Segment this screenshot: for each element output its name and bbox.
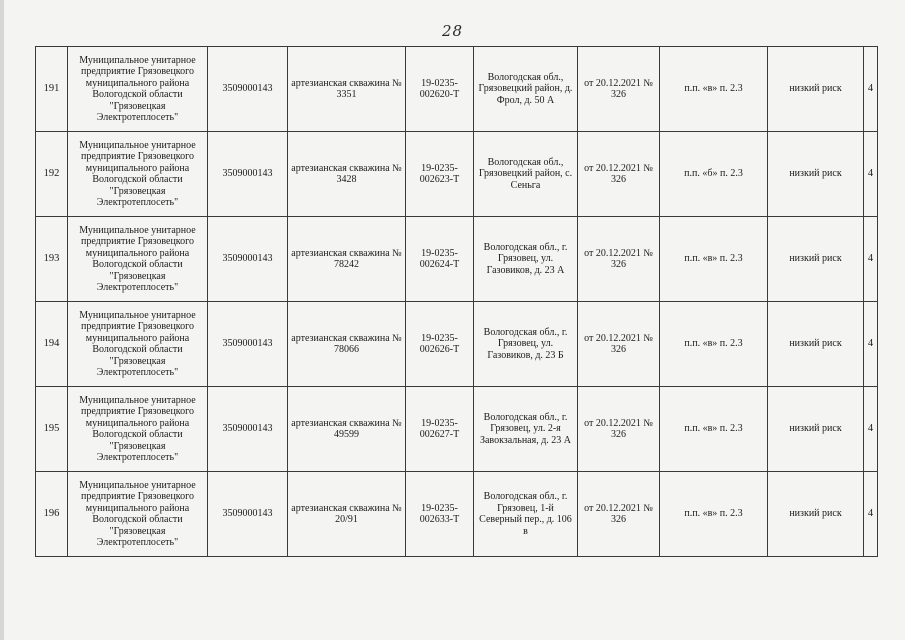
clause-cell: п.п. «в» п. 2.3 xyxy=(660,47,768,132)
reg-number-cell: 19-0235-002627-Т xyxy=(406,387,474,472)
category-cell: 4 xyxy=(864,472,878,557)
risk-cell: низкий риск xyxy=(768,387,864,472)
clause-cell: п.п. «б» п. 2.3 xyxy=(660,132,768,217)
table-row xyxy=(36,47,878,132)
object-cell: артезианская скважина № 78242 xyxy=(288,217,406,302)
organization-cell: Муниципальное унитарное предприятие Грязовецкого муниципального района Вологодской области "Грязовецкая Электротеплосеть" xyxy=(68,387,208,472)
object-cell: артезианская скважина № 3428 xyxy=(288,132,406,217)
reg-number-cell: 19-0235-002620-Т xyxy=(406,47,474,132)
address-cell: Вологодская обл., Грязовецкий район, с. Сеньга xyxy=(474,132,578,217)
category-cell: 4 xyxy=(864,387,878,472)
inn-cell: 3509000143 xyxy=(208,472,288,557)
object-cell: артезианская скважина № 49599 xyxy=(288,387,406,472)
risk-cell: низкий риск xyxy=(768,472,864,557)
row-number-cell: 194 xyxy=(36,302,68,387)
row-number-cell: 191 xyxy=(36,47,68,132)
row-number-cell: 193 xyxy=(36,217,68,302)
clause-cell: п.п. «в» п. 2.3 xyxy=(660,472,768,557)
inn-cell: 3509000143 xyxy=(208,217,288,302)
page-number: 28 xyxy=(441,22,464,40)
risk-cell: низкий риск xyxy=(768,132,864,217)
risk-cell: низкий риск xyxy=(768,47,864,132)
table-row xyxy=(36,387,878,472)
category-cell: 4 xyxy=(864,47,878,132)
organization-cell: Муниципальное унитарное предприятие Грязовецкого муниципального района Вологодской области "Грязовецкая Электротеплосеть" xyxy=(68,302,208,387)
category-cell: 4 xyxy=(864,302,878,387)
clause-cell: п.п. «в» п. 2.3 xyxy=(660,302,768,387)
address-cell: Вологодская обл., г. Грязовец, 1-й Северный пер., д. 106 в xyxy=(474,472,578,557)
table-row xyxy=(36,217,878,302)
address-cell: Вологодская обл., г. Грязовец, ул. Газовиков, д. 23 Б xyxy=(474,302,578,387)
row-number-cell: 196 xyxy=(36,472,68,557)
object-cell: артезианская скважина № 3351 xyxy=(288,47,406,132)
category-cell: 4 xyxy=(864,132,878,217)
reg-number-cell: 19-0235-002626-Т xyxy=(406,302,474,387)
category-cell: 4 xyxy=(864,217,878,302)
organization-cell: Муниципальное унитарное предприятие Грязовецкого муниципального района Вологодской области "Грязовецкая Электротеплосеть" xyxy=(68,217,208,302)
clause-cell: п.п. «в» п. 2.3 xyxy=(660,217,768,302)
row-number-cell: 192 xyxy=(36,132,68,217)
decision-cell: от 20.12.2021 № 326 xyxy=(578,132,660,217)
scan-edge xyxy=(0,0,4,640)
decision-cell: от 20.12.2021 № 326 xyxy=(578,217,660,302)
registry-table xyxy=(35,46,878,557)
inn-cell: 3509000143 xyxy=(208,302,288,387)
table-row xyxy=(36,132,878,217)
inn-cell: 3509000143 xyxy=(208,132,288,217)
reg-number-cell: 19-0235-002623-Т xyxy=(406,132,474,217)
decision-cell: от 20.12.2021 № 326 xyxy=(578,302,660,387)
object-cell: артезианская скважина № 78066 xyxy=(288,302,406,387)
address-cell: Вологодская обл., г. Грязовец, ул. 2-я Завокзальная, д. 23 А xyxy=(474,387,578,472)
decision-cell: от 20.12.2021 № 326 xyxy=(578,47,660,132)
clause-cell: п.п. «в» п. 2.3 xyxy=(660,387,768,472)
address-cell: Вологодская обл., г. Грязовец, ул. Газовиков, д. 23 А xyxy=(474,217,578,302)
decision-cell: от 20.12.2021 № 326 xyxy=(578,472,660,557)
risk-cell: низкий риск xyxy=(768,302,864,387)
address-cell: Вологодская обл., Грязовецкий район, д. Фрол, д. 50 А xyxy=(474,47,578,132)
organization-cell: Муниципальное унитарное предприятие Грязовецкого муниципального района Вологодской области "Грязовецкая Электротеплосеть" xyxy=(68,472,208,557)
inn-cell: 3509000143 xyxy=(208,47,288,132)
inn-cell: 3509000143 xyxy=(208,387,288,472)
object-cell: артезианская скважина № 20/91 xyxy=(288,472,406,557)
row-number-cell: 195 xyxy=(36,387,68,472)
table-row xyxy=(36,472,878,557)
reg-number-cell: 19-0235-002624-Т xyxy=(406,217,474,302)
reg-number-cell: 19-0235-002633-Т xyxy=(406,472,474,557)
decision-cell: от 20.12.2021 № 326 xyxy=(578,387,660,472)
organization-cell: Муниципальное унитарное предприятие Грязовецкого муниципального района Вологодской области "Грязовецкая Электротеплосеть" xyxy=(68,47,208,132)
risk-cell: низкий риск xyxy=(768,217,864,302)
organization-cell: Муниципальное унитарное предприятие Грязовецкого муниципального района Вологодской области "Грязовецкая Электротеплосеть" xyxy=(68,132,208,217)
table-row xyxy=(36,302,878,387)
